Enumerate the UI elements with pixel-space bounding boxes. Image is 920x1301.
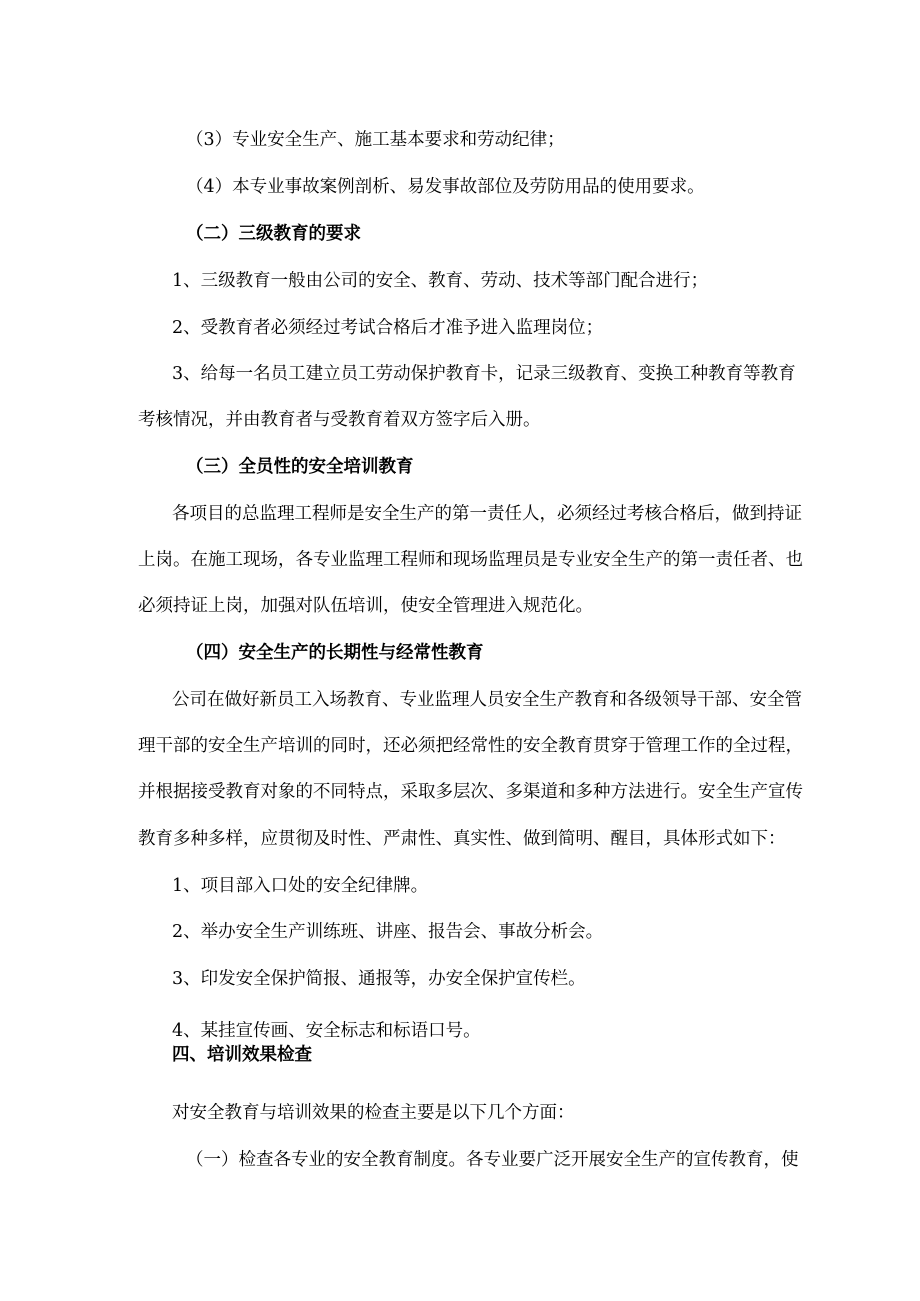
paragraph-line: 教育多种多样，应贯彻及时性、严肃性、真实性、做到简明、醒目，具体形式如下： bbox=[138, 829, 786, 849]
paragraph-line: 对安全教育与培训效果的检查主要是以下几个方面： bbox=[172, 1103, 575, 1123]
section-heading-2: （二）三级教育的要求 bbox=[186, 224, 361, 244]
section-heading-3: （三）全员性的安全培训教育 bbox=[186, 457, 414, 477]
list-item-4: （4）本专业事故案例剖析、易发事故部位及劳防用品的使用要求。 bbox=[186, 177, 705, 197]
paragraph-line: 各项目的总监理工程师是安全生产的第一责任人，必须经过考核合格后，做到持证 bbox=[172, 504, 802, 524]
paragraph-line: 2、受教育者必须经过考试合格后才准予进入监理岗位； bbox=[172, 318, 604, 338]
paragraph-line: 上岗。在施工现场，各专业监理工程师和现场监理员是专业安全生产的第一责任者、也 bbox=[138, 550, 803, 570]
paragraph-line: 理干部的安全生产培训的同时，还必须把经常性的安全教育贯穿于管理工作的全过程， bbox=[138, 736, 803, 756]
paragraph-line: 必须持证上岗，加强对队伍培训，使安全管理进入规范化。 bbox=[138, 596, 593, 616]
paragraph-line: 4、某挂宣传画、安全标志和标语口号。 bbox=[172, 1021, 481, 1041]
section-heading-4: （四）安全生产的长期性与经常性教育 bbox=[186, 643, 484, 663]
paragraph-line: 3、给每一名员工建立员工劳动保护教育卡，记录三级教育、变换工种教育等教育 bbox=[172, 364, 796, 384]
paragraph-line: （一）检查各专业的安全教育制度。各专业要广泛开展安全生产的宣传教育，使 bbox=[186, 1150, 799, 1170]
paragraph-line: 1、三级教育一般由公司的安全、教育、劳动、技术等部门配合进行； bbox=[172, 271, 709, 291]
chapter-heading: 四、培训效果检查 bbox=[172, 1045, 312, 1065]
paragraph-line: 并根据接受教育对象的不同特点，采取多层次、多渠道和多种方法进行。安全生产宣传 bbox=[138, 782, 803, 802]
paragraph-line: 2、举办安全生产训练班、讲座、报告会、事故分析会。 bbox=[172, 922, 604, 942]
paragraph-line: 3、印发安全保护简报、通报等，办安全保护宣传栏。 bbox=[172, 969, 586, 989]
paragraph-line: 考核情况，并由教育者与受教育着双方签字后入册。 bbox=[138, 410, 541, 430]
paragraph-line: 1、项目部入口处的安全纪律牌。 bbox=[172, 876, 429, 896]
paragraph-line: 公司在做好新员工入场教育、专业监理人员安全生产教育和各级领导干部、安全管 bbox=[172, 690, 802, 710]
list-item-3: （3）专业安全生产、施工基本要求和劳动纪律； bbox=[186, 130, 565, 150]
